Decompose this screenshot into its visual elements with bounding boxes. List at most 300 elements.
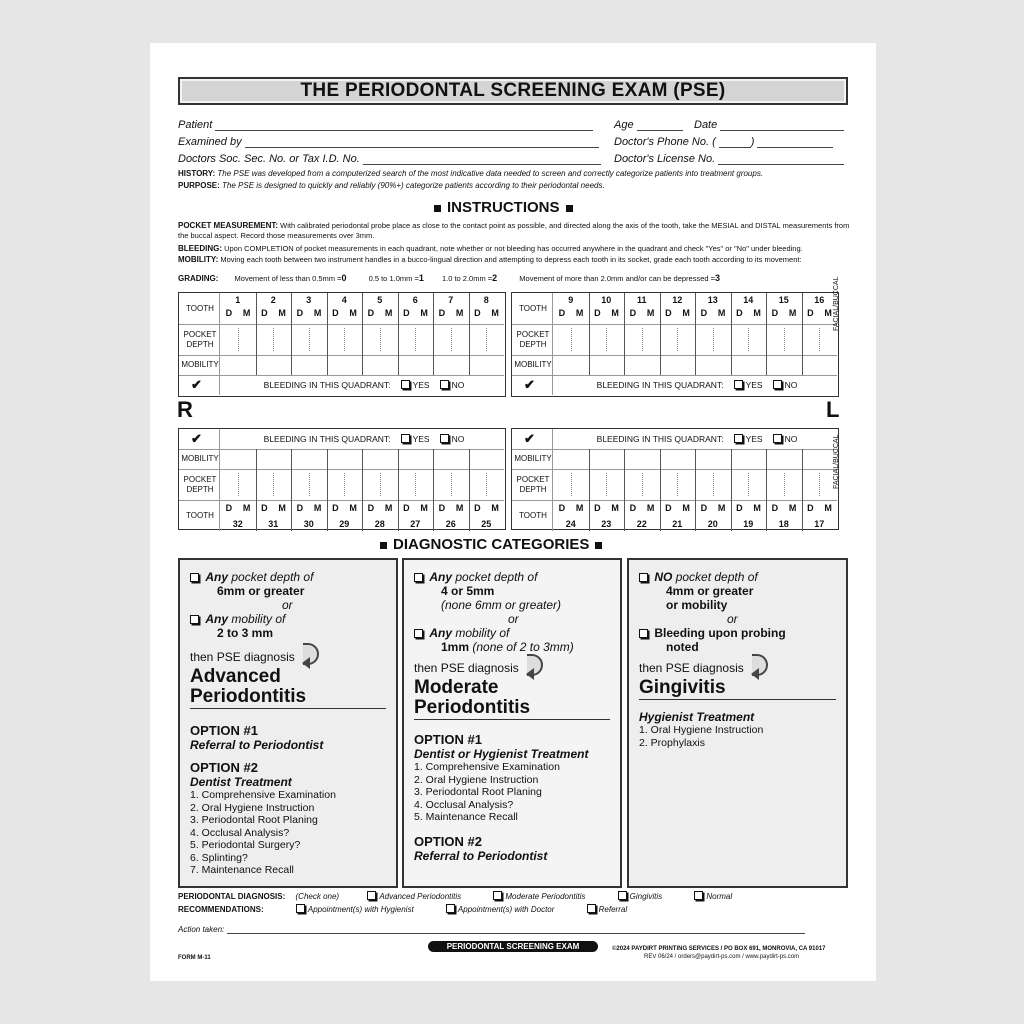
pocket-depth-cell[interactable] <box>748 328 749 351</box>
mobility-cell[interactable] <box>434 450 468 468</box>
bleeding-no-checkbox[interactable] <box>440 434 465 444</box>
criterion-pocket-6mm[interactable]: Any pocket depth of <box>190 570 386 584</box>
bleeding-quadrant <box>562 434 832 444</box>
row-divider <box>179 324 504 325</box>
mesial-label: M <box>349 308 357 318</box>
tooth-number: 11 <box>636 295 647 305</box>
rec-hygienist-checkbox[interactable]: Appointment(s) with Hygienist <box>296 905 414 914</box>
mobility-cell[interactable] <box>434 356 468 374</box>
tooth-number: 29 <box>339 519 350 529</box>
column-divider <box>552 324 553 355</box>
instructions-heading: INSTRUCTIONS <box>428 199 579 216</box>
tooth-divider <box>256 324 257 355</box>
tooth-divider <box>256 469 257 500</box>
gingivitis-treatment-list: 1. Oral Hygiene Instruction 2. Prophylaxis <box>639 724 764 749</box>
bleeding-label: BLEEDING IN THIS QUADRANT: <box>263 434 391 444</box>
tooth-divider <box>695 469 696 500</box>
pocket-depth-cell[interactable] <box>784 473 785 496</box>
tooth-divider <box>398 469 399 500</box>
mesial-label: M <box>420 308 428 318</box>
check-mark-icon: ✔ <box>191 431 202 446</box>
curved-arrow-icon <box>303 643 319 665</box>
tooth-divider <box>504 293 505 324</box>
tooth-divider <box>624 324 625 355</box>
tooth-number: 20 <box>707 519 718 529</box>
mobility-cell[interactable] <box>696 356 730 374</box>
pocket-depth-cell[interactable] <box>606 328 607 351</box>
upper-left-quadrant <box>511 292 839 397</box>
advanced-treatment-list: 1. Comprehensive Examination 2. Oral Hygiene Instruction 3. Periodontal Root Planing 4. Occlusal Analysis? 5. Periodontal Surgery? 6. Splinting? 7. Maintenance Recall <box>190 789 336 876</box>
mesial-label: M <box>788 308 797 318</box>
form-name-pill: PERIODONTAL SCREENING EXAM <box>428 941 598 952</box>
bleeding-label: BLEEDING IN THIS QUADRANT: <box>596 380 724 390</box>
tooth-divider <box>327 469 328 500</box>
mobility-row-label: MOBILITY <box>514 454 552 463</box>
bleeding-quadrant <box>229 434 499 444</box>
mobility-cell[interactable] <box>590 450 624 468</box>
tooth-divider <box>802 324 803 355</box>
distal-label: D <box>665 503 672 513</box>
rec-referral-checkbox[interactable]: Referral <box>587 905 627 914</box>
distal-label: D <box>261 503 268 513</box>
tooth-row-label: TOOTH <box>186 303 214 313</box>
pocket-depth-cell[interactable] <box>451 328 452 351</box>
pocket-depth-cell[interactable] <box>784 328 785 351</box>
mesial-label: M <box>349 503 357 513</box>
tooth-divider <box>766 324 767 355</box>
upper-right-quadrant <box>178 292 506 397</box>
pocket-depth-cell[interactable] <box>642 328 643 351</box>
recommendations-row: RECOMMENDATIONS: Appointment(s) with Hygienist Appointment(s) with Doctor Referral <box>178 905 628 914</box>
tooth-divider <box>589 324 590 355</box>
patient-field[interactable]: Patient <box>178 119 593 131</box>
distal-label: D <box>296 503 304 513</box>
action-taken-field[interactable]: Action taken: <box>178 925 805 934</box>
tooth-row-label: TOOTH <box>186 510 214 520</box>
tooth-number: 9 <box>568 295 574 305</box>
tooth-number: 18 <box>778 519 789 529</box>
pse-form-page <box>150 43 876 981</box>
criterion-bleeding[interactable]: Bleeding upon probing <box>639 626 836 640</box>
tooth-number: 16 <box>814 295 825 305</box>
tooth-divider <box>362 469 363 500</box>
mesial-label: M <box>788 503 797 513</box>
mesial-label: M <box>491 308 499 318</box>
tooth-divider <box>433 469 434 500</box>
mesial-label: M <box>753 308 761 318</box>
tooth-divider <box>433 324 434 355</box>
mesial-label: M <box>313 308 322 318</box>
criterion-pocket-4-5mm[interactable]: Any pocket depth of <box>414 570 610 584</box>
purpose-line: PURPOSE: The PSE is designed to quickly and reliably (90%+) categorize patients according to their periodontal needs. <box>178 181 605 190</box>
mesial-label: M <box>717 308 726 318</box>
distal-label: D <box>403 308 410 318</box>
distal-label: D <box>807 503 814 513</box>
mesial-label: M <box>491 503 499 513</box>
diagnostic-heading: DIAGNOSTIC CATEGORIES <box>374 536 608 553</box>
tooth-number: 4 <box>341 295 347 305</box>
criterion-mobility-2-3[interactable]: Any mobility of <box>190 612 386 626</box>
mobility-cell[interactable] <box>257 450 291 468</box>
category-advanced: Any pocket depth of 6mm or greater or Any mobility of 2 to 3 mm then PSE diagnosis Advanced Periodontitis OPTION #1 Referral to Periodontist OPTION #2 Dentist Treatment 1. Comprehensive Examination 2. Oral Hygiene Instruction 3. Periodontal Root Planing 4. Occlusal Analysis? 5. Periodontal Surgery? 6. Splinting? 7. Maintenance Recall <box>178 558 398 888</box>
row-divider <box>179 375 504 376</box>
mesial-label: M <box>753 503 761 513</box>
mesial-label: M <box>313 503 322 513</box>
mesial-label: M <box>646 308 655 318</box>
distal-label: D <box>700 503 708 513</box>
tooth-divider <box>731 469 732 500</box>
tooth-number: 14 <box>743 295 754 305</box>
category-title: Advanced Periodontitis <box>190 667 386 709</box>
mobility-cell[interactable] <box>625 450 659 468</box>
mesial-label: M <box>682 503 690 513</box>
criterion-mobility-1mm[interactable]: Any mobility of <box>414 626 610 640</box>
pocket-depth-cell[interactable] <box>819 473 820 496</box>
pocket-depth-cell[interactable] <box>273 473 274 496</box>
tooth-divider <box>837 355 838 375</box>
mobility-cell[interactable] <box>363 450 397 468</box>
distal-label: D <box>332 503 339 513</box>
form-title: THE PERIODONTAL SCREENING EXAM (PSE) <box>178 77 848 105</box>
bleeding-yes-checkbox[interactable] <box>734 434 763 444</box>
revision-line: REV 06/24 / orders@paydirt-ps.com / www.paydirt-ps.com <box>644 954 800 960</box>
tooth-number: 12 <box>672 295 683 305</box>
tooth-number: 22 <box>636 519 647 529</box>
distal-label: D <box>403 503 410 513</box>
no-label: NO <box>784 434 798 444</box>
diag-moderate-checkbox[interactable]: Moderate Periodontitis <box>493 892 585 901</box>
diag-normal-checkbox[interactable]: Normal <box>694 892 732 901</box>
mesial-label: M <box>242 308 251 318</box>
tooth-divider <box>504 355 505 375</box>
distal-label: D <box>558 308 566 318</box>
pocket-depth-cell[interactable] <box>238 473 239 496</box>
tooth-number: 31 <box>268 519 279 529</box>
column-divider <box>552 355 553 375</box>
column-divider <box>552 375 553 395</box>
mesial-label: M <box>575 308 584 318</box>
distal-label: D <box>736 308 743 318</box>
distal-label: D <box>629 503 637 513</box>
mobility-cell[interactable] <box>767 356 801 374</box>
pocket-depth-cell[interactable] <box>642 473 643 496</box>
mobility-cell[interactable] <box>590 356 624 374</box>
category-title: Gingivitis <box>639 678 836 700</box>
tax-id-field[interactable]: Doctors Soc. Sec. No. or Tax I.D. No. <box>178 153 601 165</box>
tooth-divider <box>469 324 470 355</box>
bleeding-yes-checkbox[interactable] <box>401 380 430 390</box>
bleeding-no-checkbox[interactable] <box>773 434 798 444</box>
pocket-depth-cell[interactable] <box>748 473 749 496</box>
column-divider <box>552 429 553 449</box>
yes-label: YES <box>745 380 763 390</box>
tooth-divider <box>504 324 505 355</box>
history-line: HISTORY: The PSE was developed from a computerized search of the most indicative data needed to screen and correctly categorize patients into treatment groups. <box>178 169 764 178</box>
criterion-no-pocket-4mm[interactable]: NO pocket depth of <box>639 570 836 584</box>
mesial-label: M <box>242 503 251 513</box>
tooth-number: 8 <box>483 295 489 305</box>
mobility-row-label: MOBILITY <box>181 360 219 369</box>
tooth-divider <box>504 500 505 531</box>
mobility-cell[interactable] <box>661 450 695 468</box>
curved-arrow-icon <box>752 654 768 676</box>
distal-label: D <box>771 503 779 513</box>
tooth-number: 21 <box>672 519 683 529</box>
mesial-label: M <box>278 308 286 318</box>
tooth-number: 23 <box>601 519 612 529</box>
doctor-license-field[interactable]: Doctor's License No. <box>614 153 844 165</box>
pocket-depth-cell[interactable] <box>713 328 714 351</box>
distal-label: D <box>558 503 566 513</box>
tooth-number: 26 <box>445 519 456 529</box>
distal-label: D <box>367 308 375 318</box>
pocket-depth-cell[interactable] <box>819 328 820 351</box>
row-divider <box>512 375 837 376</box>
category-title: Moderate Periodontitis <box>414 678 610 720</box>
mobility-cell[interactable] <box>221 356 255 374</box>
pocket-depth-cell[interactable] <box>309 473 310 496</box>
bleeding-yes-checkbox[interactable] <box>401 434 430 444</box>
diag-advanced-checkbox[interactable]: Advanced Periodontitis <box>367 892 461 901</box>
tooth-divider <box>327 324 328 355</box>
mobility-cell[interactable] <box>257 356 291 374</box>
pocket-depth-cell[interactable] <box>273 328 274 351</box>
mesial-label: M <box>384 503 393 513</box>
pocket-depth-cell[interactable] <box>415 473 416 496</box>
date-field[interactable]: Date <box>694 119 844 131</box>
mesial-label: M <box>455 308 464 318</box>
tooth-number: 3 <box>306 295 312 305</box>
diag-gingivitis-checkbox[interactable]: Gingivitis <box>618 892 662 901</box>
distal-label: D <box>474 503 481 513</box>
column-divider <box>219 449 220 469</box>
rec-doctor-checkbox[interactable]: Appointment(s) with Doctor <box>446 905 554 914</box>
mobility-cell[interactable] <box>399 450 433 468</box>
bleeding-label: BLEEDING IN THIS QUADRANT: <box>263 380 391 390</box>
mobility-cell[interactable] <box>803 450 837 468</box>
column-divider <box>219 469 220 500</box>
distal-label: D <box>332 308 339 318</box>
mobility-cell[interactable] <box>328 450 362 468</box>
mobility-cell[interactable] <box>803 356 837 374</box>
facial-buccal-label-lower: FACIAL/BUCCAL <box>833 434 840 489</box>
bleeding-quadrant <box>229 380 499 390</box>
tooth-number: 7 <box>448 295 454 305</box>
mobility-cell[interactable] <box>625 356 659 374</box>
no-label: NO <box>784 380 798 390</box>
distal-label: D <box>225 308 233 318</box>
check-mark-icon: ✔ <box>524 377 535 392</box>
bleeding-quadrant <box>562 380 832 390</box>
tooth-divider <box>398 324 399 355</box>
pocket-depth-cell[interactable] <box>606 473 607 496</box>
distal-label: D <box>367 503 375 513</box>
distal-label: D <box>700 308 708 318</box>
tooth-number: 32 <box>232 519 243 529</box>
tooth-divider <box>291 469 292 500</box>
tooth-divider <box>802 469 803 500</box>
tooth-number: 28 <box>374 519 385 529</box>
pocket-depth-cell[interactable] <box>380 328 381 351</box>
tooth-number: 25 <box>481 519 492 529</box>
mobility-cell[interactable] <box>470 450 504 468</box>
periodontal-diagnosis-row: PERIODONTAL DIAGNOSIS: (Check one) Advanced Periodontitis Moderate Periodontitis Gingivitis Normal <box>178 892 733 901</box>
no-label: NO <box>451 380 465 390</box>
tooth-divider <box>731 324 732 355</box>
pocket-depth-cell[interactable] <box>309 328 310 351</box>
check-mark-icon: ✔ <box>524 431 535 446</box>
tooth-divider <box>504 449 505 469</box>
tooth-number: 2 <box>270 295 276 305</box>
mesial-label: M <box>824 503 832 513</box>
distal-label: D <box>438 308 446 318</box>
pocket-depth-cell[interactable] <box>344 473 345 496</box>
pocket-depth-cell[interactable] <box>677 328 678 351</box>
tooth-divider <box>469 469 470 500</box>
bleeding-yes-checkbox[interactable] <box>734 380 763 390</box>
pocket-depth-cell[interactable] <box>344 328 345 351</box>
row-divider <box>512 324 837 325</box>
column-divider <box>219 429 220 449</box>
bleeding-no-checkbox[interactable] <box>440 380 465 390</box>
tooth-number: 5 <box>377 295 383 305</box>
left-side-label: L <box>826 397 840 422</box>
distal-label: D <box>594 503 601 513</box>
distal-label: D <box>438 503 446 513</box>
tooth-divider <box>660 324 661 355</box>
pocket-depth-cell[interactable] <box>451 473 452 496</box>
mobility-row-label: MOBILITY <box>514 360 552 369</box>
age-field[interactable]: Age <box>614 119 683 131</box>
tooth-divider <box>504 469 505 500</box>
pocket-row-label: POCKET DEPTH <box>516 474 550 494</box>
mesial-label: M <box>575 503 584 513</box>
mobility-cell[interactable] <box>661 356 695 374</box>
mesial-label: M <box>611 503 619 513</box>
distal-label: D <box>665 308 672 318</box>
pocket-row-label: POCKET DEPTH <box>183 329 217 349</box>
column-divider <box>219 375 220 395</box>
tooth-number: 10 <box>601 295 612 305</box>
pocket-depth-cell[interactable] <box>571 473 572 496</box>
tooth-row-label: TOOTH <box>519 510 547 520</box>
mobility-cell[interactable] <box>554 356 588 374</box>
mobility-cell[interactable] <box>292 356 326 374</box>
tooth-divider <box>766 469 767 500</box>
mesial-label: M <box>646 503 655 513</box>
tooth-row-label: TOOTH <box>519 303 547 313</box>
tooth-divider <box>624 469 625 500</box>
distal-label: D <box>296 308 304 318</box>
distal-label: D <box>225 503 233 513</box>
category-gingivitis: NO pocket depth of 4mm or greater or mobility or Bleeding upon probing noted then PSE diagnosis Gingivitis Hygienist Treatment 1. Oral Hygiene Instruction 2. Prophylaxis <box>627 558 848 888</box>
yes-label: YES <box>412 380 430 390</box>
pocket-depth-cell[interactable] <box>486 328 487 351</box>
distal-label: D <box>736 503 743 513</box>
tooth-number: 1 <box>235 295 241 305</box>
moderate-treatment-list: 1. Comprehensive Examination 2. Oral Hygiene Instruction 3. Periodontal Root Planing 4. Occlusal Analysis? 5. Maintenance Recall <box>414 761 560 823</box>
no-label: NO <box>451 434 465 444</box>
facial-buccal-label-upper: FACIAL/BUCCAL <box>833 276 840 331</box>
pocket-depth-cell[interactable] <box>380 473 381 496</box>
column-divider <box>219 324 220 355</box>
mesial-label: M <box>384 308 393 318</box>
mesial-label: M <box>717 503 726 513</box>
distal-label: D <box>594 308 601 318</box>
tooth-number: 19 <box>743 519 754 529</box>
mesial-label: M <box>824 308 832 318</box>
mobility-cell[interactable] <box>732 450 766 468</box>
pocket-depth-cell[interactable] <box>571 328 572 351</box>
distal-label: D <box>261 308 268 318</box>
pocket-depth-cell[interactable] <box>238 328 239 351</box>
tooth-number: 13 <box>707 295 718 305</box>
mobility-cell[interactable] <box>470 356 504 374</box>
tooth-divider <box>291 324 292 355</box>
tooth-number: 24 <box>565 519 576 529</box>
distal-label: D <box>807 308 814 318</box>
right-side-label: R <box>177 397 193 422</box>
mesial-label: M <box>278 503 286 513</box>
distal-label: D <box>771 308 779 318</box>
mesial-label: M <box>455 503 464 513</box>
bleeding-label: BLEEDING IN THIS QUADRANT: <box>596 434 724 444</box>
lower-right-quadrant <box>178 428 506 530</box>
tooth-divider <box>660 469 661 500</box>
tooth-divider <box>695 324 696 355</box>
mobility-cell[interactable] <box>292 450 326 468</box>
tooth-number: 17 <box>814 519 825 529</box>
category-moderate: Any pocket depth of 4 or 5mm (none 6mm or greater) or Any mobility of 1mm (none of 2 to 3mm) then PSE diagnosis Moderate Periodontitis OPTION #1 Dentist or Hygienist Treatment 1. Comprehensive Examination 2. Oral Hygiene Instruction 3. Periodontal Root Planing 4. Occlusal Analysis? 5. Maintenance Recall OPTION #2 Referral to Periodontist <box>402 558 622 888</box>
yes-label: YES <box>745 434 763 444</box>
examined-by-field[interactable]: Examined by <box>178 136 599 148</box>
check-mark-icon: ✔ <box>191 377 202 392</box>
grading-line: GRADING: Movement of less than 0.5mm =0 0.5 to 1.0mm =1 1.0 to 2.0mm =2 Movement of more than 2.0mm and/or can be depressed =3 <box>178 273 721 283</box>
mobility-cell[interactable] <box>696 450 730 468</box>
pocket-depth-cell[interactable] <box>486 473 487 496</box>
mobility-row-label: MOBILITY <box>181 454 219 463</box>
curved-arrow-icon <box>527 654 543 676</box>
doctor-phone-field[interactable]: Doctor's Phone No. ( ) <box>614 136 833 148</box>
mobility-cell[interactable] <box>363 356 397 374</box>
mobility-cell[interactable] <box>399 356 433 374</box>
mobility-cell[interactable] <box>221 450 255 468</box>
mobility-cell[interactable] <box>767 450 801 468</box>
tooth-divider <box>837 500 838 531</box>
mobility-cell[interactable] <box>732 356 766 374</box>
tooth-number: 27 <box>410 519 421 529</box>
distal-label: D <box>474 308 481 318</box>
pocket-depth-cell[interactable] <box>415 328 416 351</box>
tooth-number: 15 <box>778 295 789 305</box>
tooth-divider <box>589 469 590 500</box>
pocket-depth-cell[interactable] <box>713 473 714 496</box>
mobility-cell[interactable] <box>328 356 362 374</box>
form-number: FORM M-11 <box>178 955 211 961</box>
instructions-text: POCKET MEASUREMENT: With calibrated periodontal probe place as close to the contact point as possible, and directed along the axis of the tooth, take the MESIAL and DISTAL measurements from the buccal aspect. Record those measurements over 3mm. BLEEDING: Upon COMPLETION of pocket measurements in each quadrant, note whether or not bleeding has occurred anywhere in the quadrant and check "Yes" or "No" under bleeding. MOBILITY: Moving each tooth between two instrument handles in a bucco-lingual direction and attempting to depress each tooth in its socket, grade each tooth according to its movement: <box>178 221 850 264</box>
mesial-label: M <box>420 503 428 513</box>
row-divider <box>179 500 504 501</box>
mesial-label: M <box>682 308 690 318</box>
column-divider <box>552 449 553 469</box>
pocket-depth-cell[interactable] <box>677 473 678 496</box>
tooth-divider <box>362 324 363 355</box>
mobility-cell[interactable] <box>554 450 588 468</box>
tooth-number: 30 <box>303 519 314 529</box>
row-divider <box>179 469 504 470</box>
tooth-number: 6 <box>412 295 418 305</box>
bleeding-no-checkbox[interactable] <box>773 380 798 390</box>
